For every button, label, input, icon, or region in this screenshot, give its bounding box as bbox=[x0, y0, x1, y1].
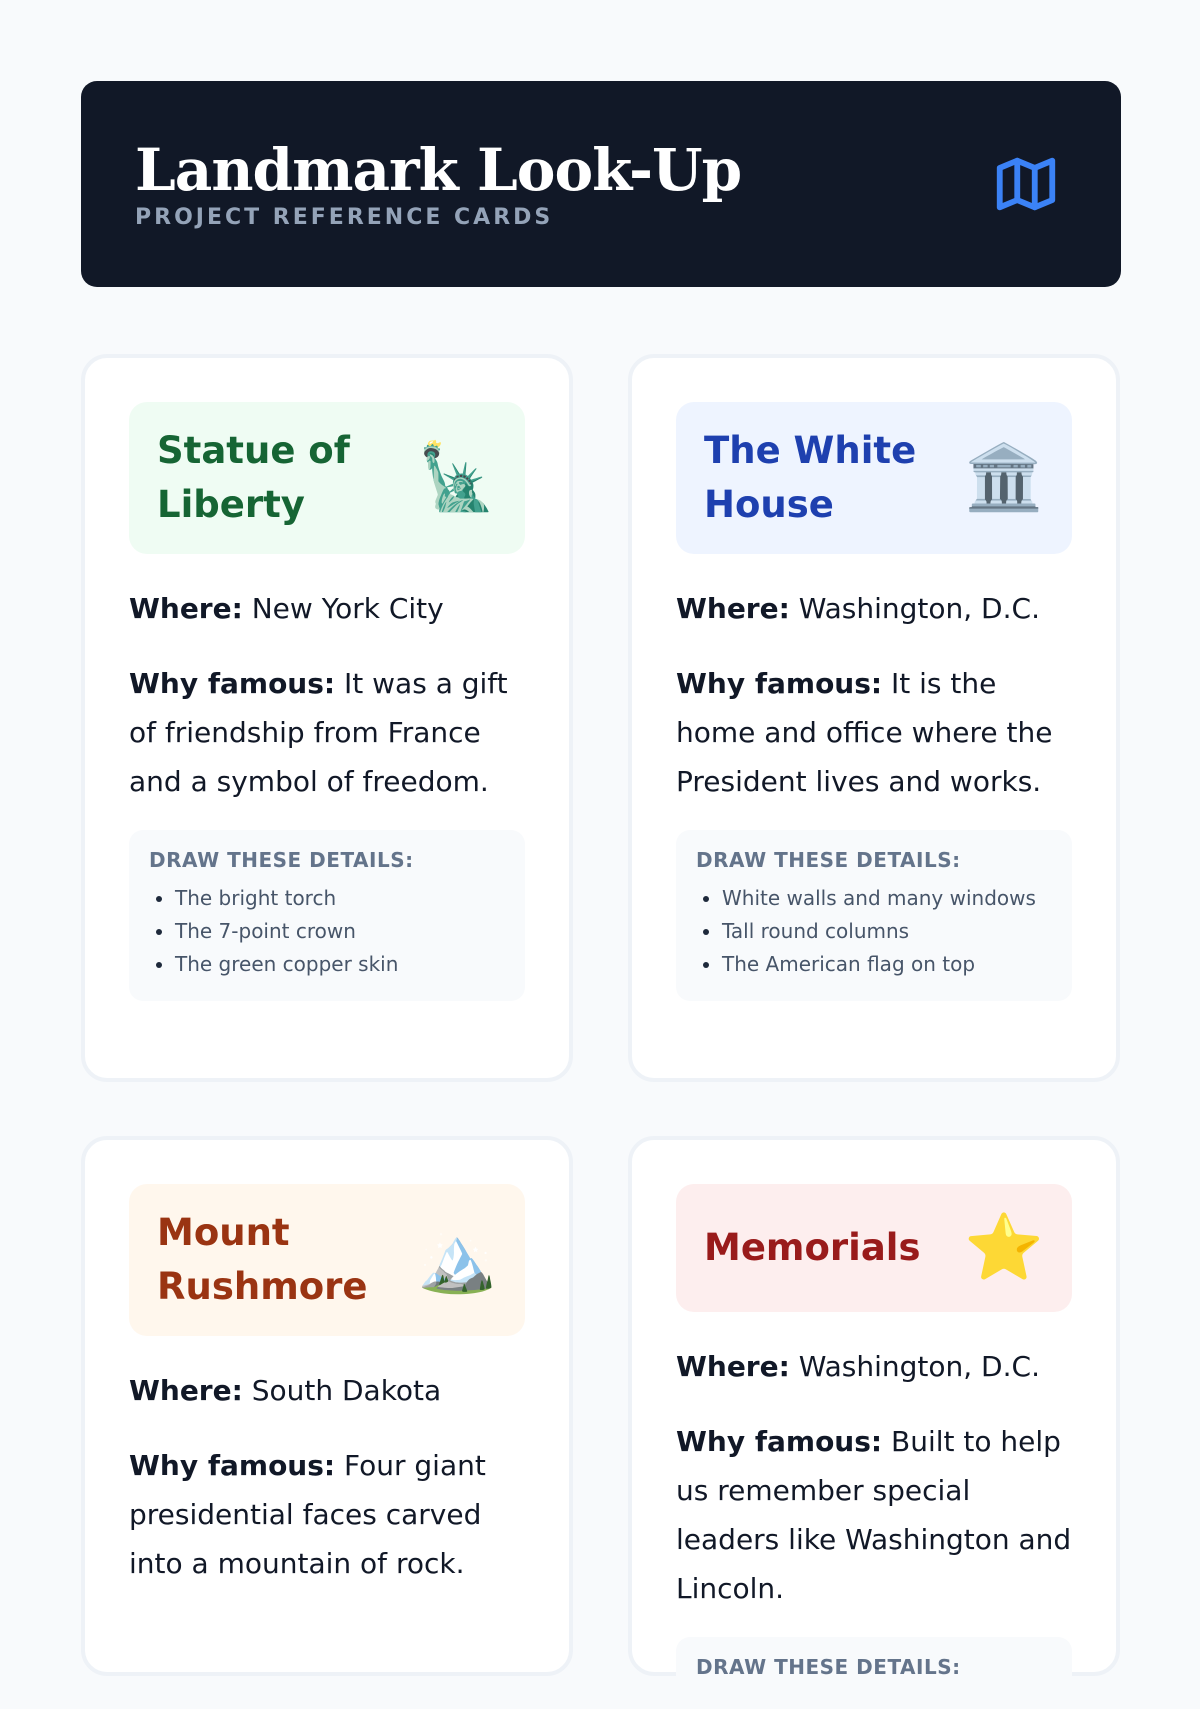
where-line bbox=[129, 584, 525, 633]
detail-item: • The American flag on top bbox=[722, 948, 1052, 981]
mountain-icon: 🏔️ bbox=[417, 1223, 497, 1297]
why-famous-value: It was a gift of friendship from France and a symbol of freedom. bbox=[129, 667, 508, 798]
star-icon: ⭐ bbox=[964, 1211, 1044, 1285]
where-value: Washington, D.C. bbox=[798, 592, 1040, 625]
page-header bbox=[81, 81, 1121, 287]
page-title: Landmark Look-Up bbox=[135, 135, 742, 204]
why-famous-line bbox=[676, 1417, 1072, 1613]
why-famous-line bbox=[676, 659, 1072, 806]
draw-details-box bbox=[676, 1637, 1072, 1709]
card-title-box bbox=[676, 1184, 1072, 1312]
card-title: Memorials bbox=[704, 1226, 921, 1269]
draw-details-box bbox=[129, 830, 525, 1001]
why-famous-line bbox=[129, 1441, 525, 1588]
why-famous-line bbox=[129, 659, 525, 806]
card-title-box bbox=[129, 402, 525, 554]
page-subtitle: PROJECT REFERENCE CARDS bbox=[135, 204, 554, 230]
where-label: Where: bbox=[676, 592, 790, 625]
where-line bbox=[676, 1342, 1072, 1391]
why-famous-label: Why famous: bbox=[676, 667, 883, 700]
draw-details-label: DRAW THESE DETAILS: bbox=[696, 848, 961, 872]
detail-item: • Tall round columns bbox=[722, 915, 1052, 948]
where-value: South Dakota bbox=[251, 1374, 442, 1407]
detail-item: • The green copper skin bbox=[175, 948, 505, 981]
card-title-box bbox=[129, 1184, 525, 1336]
landmark-card-statue-of-liberty bbox=[81, 354, 573, 1082]
where-value: New York City bbox=[251, 592, 444, 625]
why-famous-label: Why famous: bbox=[129, 667, 336, 700]
classical-building-icon: 🏛️ bbox=[964, 441, 1044, 515]
draw-details-label: DRAW THESE DETAILS: bbox=[696, 1655, 961, 1679]
landmark-card-mount-rushmore bbox=[81, 1136, 573, 1676]
where-line bbox=[676, 584, 1072, 633]
why-famous-value: Built to help us remember special leaders like Washington and Lincoln. bbox=[676, 1425, 1072, 1605]
header-text bbox=[135, 135, 742, 230]
where-value: Washington, D.C. bbox=[798, 1350, 1040, 1383]
card-title: Mount Rushmore bbox=[157, 1211, 368, 1308]
card-title: Statue of Liberty bbox=[157, 429, 350, 526]
detail-item: • White walls and many windows bbox=[722, 882, 1052, 915]
where-line bbox=[129, 1366, 525, 1415]
detail-item: • The bright torch bbox=[175, 882, 505, 915]
why-famous-label: Why famous: bbox=[676, 1425, 883, 1458]
card-title: The White House bbox=[704, 429, 917, 526]
where-label: Where: bbox=[129, 592, 243, 625]
draw-details-box bbox=[676, 830, 1072, 1001]
landmark-card-memorials bbox=[628, 1136, 1120, 1679]
draw-details-label: DRAW THESE DETAILS: bbox=[149, 848, 414, 872]
landmark-card-white-house bbox=[628, 354, 1120, 1082]
map-icon bbox=[991, 149, 1061, 219]
card-title-box bbox=[676, 402, 1072, 554]
draw-details-list bbox=[696, 882, 1052, 981]
detail-item: • The 7-point crown bbox=[175, 915, 505, 948]
draw-details-list bbox=[149, 882, 505, 981]
why-famous-value: Four giant presidential faces carved into a mountain of rock. bbox=[129, 1449, 486, 1580]
why-famous-value: It is the home and office where the President lives and works. bbox=[676, 667, 1053, 798]
where-label: Where: bbox=[676, 1350, 790, 1383]
where-label: Where: bbox=[129, 1374, 243, 1407]
statue-of-liberty-icon: 🗽 bbox=[417, 441, 497, 515]
why-famous-label: Why famous: bbox=[129, 1449, 336, 1482]
